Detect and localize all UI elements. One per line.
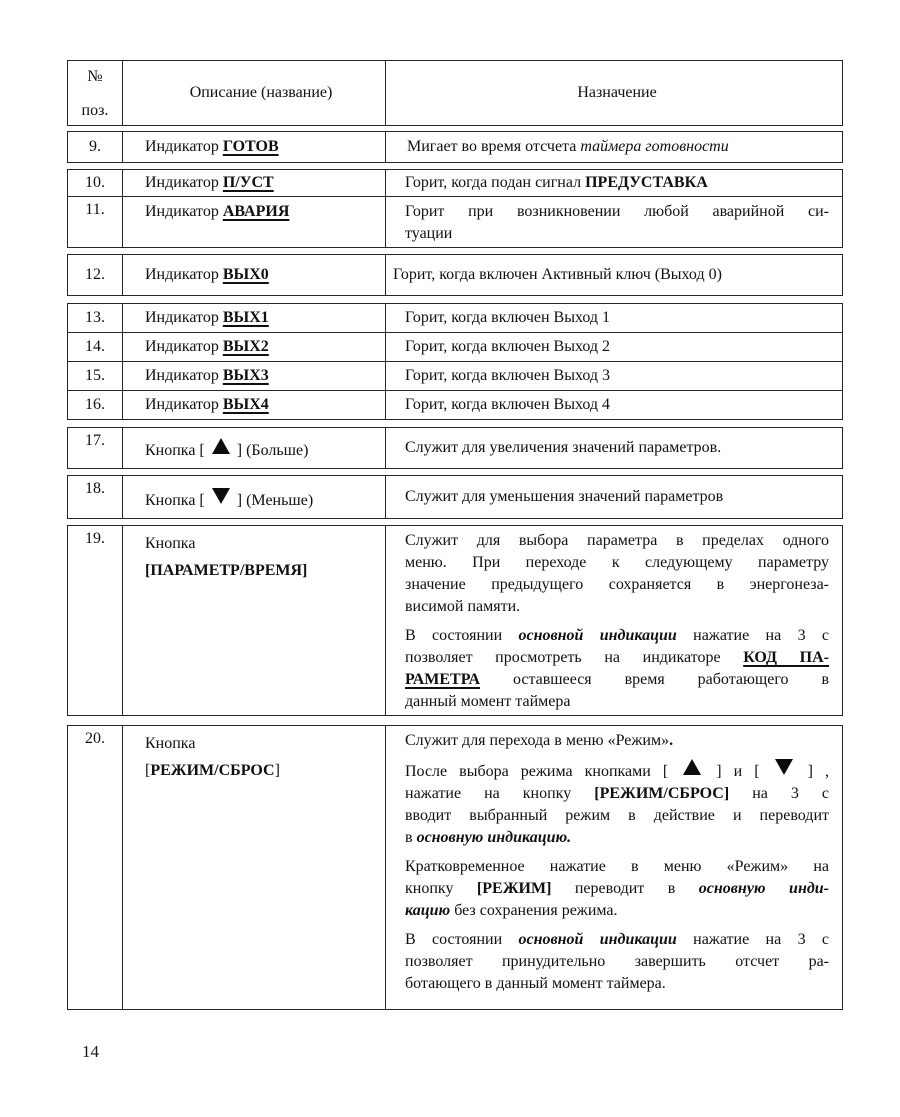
text-line [405,900,829,922]
table-row [68,361,842,390]
text-line [145,730,377,757]
row-12-number: 12. [68,255,123,295]
text-run: нажатие на кнопку [405,785,595,802]
paragraph [405,172,829,194]
text-line [405,625,829,647]
text-run: переводит в [551,880,699,897]
text-line [405,307,829,329]
table-group-row17 [67,427,843,469]
row-10-purpose [386,170,842,196]
text-line [405,437,829,459]
row-12-description [123,255,386,295]
text-run: [ [145,762,151,779]
row-15-number: 15. [68,362,123,390]
text-line [405,878,829,900]
tri-down-icon [775,759,793,775]
row-18-number: 18. [68,476,123,518]
table-group-row20 [67,725,843,1010]
tri-up-icon [683,759,701,775]
paragraph [405,730,829,752]
paragraph [405,486,829,508]
row-17-purpose [386,428,842,468]
text-run: ] , [795,763,830,780]
table-group-row19 [67,525,843,716]
paragraph [405,365,829,387]
row-20-purpose [386,726,842,1009]
header-num-line2: поз. [81,102,109,119]
paragraph [145,730,377,784]
header-cell-purpose [386,61,842,125]
paragraph [145,172,377,194]
text-line [393,264,837,286]
paragraph [145,394,377,416]
text-run: ГОТОВ [222,138,279,155]
text-run: Кнопка [145,735,196,752]
table-row [68,428,842,468]
text-run: ] [274,762,280,779]
text-run: туации [405,225,453,242]
paragraph [145,488,377,512]
table-row [68,332,842,361]
text-line [405,647,829,669]
table-row [68,170,842,196]
row-9-purpose [386,132,842,162]
paragraph [407,136,829,158]
text-run: таймера готовности [580,138,729,155]
row-16-number: 16. [68,391,123,419]
text-run: без сохранения режима. [450,902,618,919]
text-run: РАМЕТРА [405,671,481,688]
table-row [68,132,842,162]
device-controls-table [67,60,843,1010]
text-run: Служит для выбора параметра в пределах одного [405,532,829,549]
header-num-line1: № [87,68,103,85]
text-run: ВЫХ3 [222,367,269,384]
paragraph [145,336,377,358]
paragraph [145,264,377,286]
text-line [405,486,829,508]
text-line [405,336,829,358]
row-19-description [123,526,386,715]
text-line [405,951,829,973]
text-line [145,172,377,194]
text-run: ботающего в данный момент таймера. [405,975,666,992]
paragraph [145,201,377,223]
table-group-rows13-16 [67,303,843,420]
text-run: Индикатор [145,338,223,355]
text-run: АВАРИЯ [222,203,290,220]
text-line [405,783,829,805]
text-run: Индикатор [145,396,223,413]
row-13-number: 13. [68,304,123,332]
text-run: значение предыдущего сохраняется в энергонеза- [405,576,829,593]
text-line [145,307,377,329]
text-line [405,394,829,416]
text-run: Горит при возникновении любой аварийной си- [405,203,829,220]
row-15-description [123,362,386,390]
row-19-number: 19. [68,526,123,715]
text-line [405,223,829,245]
text-run: . [669,732,674,749]
row-13-purpose [386,304,842,332]
text-line [405,596,829,618]
text-run: В состоянии [405,627,519,644]
text-run: Горит, когда включен Выход 2 [405,338,611,355]
row-9-number: 9. [68,132,123,162]
text-run: основную инди- [698,880,830,897]
text-run: Кратковременное нажатие в меню «Режим» на [405,858,829,875]
tri-up-icon [212,438,230,454]
text-run: вводит выбранный режим в действие и переводит [405,807,829,824]
text-run: РЕЖИМ/СБРОС [150,762,275,779]
row-17-number: 17. [68,428,123,468]
text-run: ВЫХ4 [222,396,269,413]
paragraph [393,264,837,286]
text-run: ] (Меньше) [232,492,314,509]
row-15-purpose [386,362,842,390]
text-run: Индикатор [145,138,223,155]
table-row [68,196,842,247]
text-run: П/УСТ [222,174,274,191]
header-cell-number [68,61,123,125]
row-10-number: 10. [68,170,123,196]
text-run: позволяет просмотреть на индикаторе [405,649,744,666]
text-line [405,827,829,849]
text-line [407,136,829,158]
page-number: 14 [82,1042,99,1061]
text-run: После выбора режима кнопками [ [405,763,681,780]
table-header-group [67,60,843,126]
paragraph [145,530,377,584]
text-run: Служит для перехода в меню «Режим» [405,732,670,749]
table-group-row9 [67,131,843,163]
text-run: Служит для увеличения значений параметров. [405,439,722,456]
row-20-description [123,726,386,1009]
text-line [145,488,377,512]
text-line [145,757,377,784]
text-line [145,557,377,584]
text-run: Горит, когда подан сигнал [405,174,586,191]
paragraph [405,437,829,459]
text-line [405,759,829,783]
table-row [68,255,842,295]
text-line [405,201,829,223]
text-run: основной индикации [518,931,677,948]
row-17-description [123,428,386,468]
text-run: Индикатор [145,266,223,283]
text-run: Горит, когда включен Выход 3 [405,367,611,384]
text-line [145,438,377,462]
text-line [145,394,377,416]
text-line [145,530,377,557]
text-line [405,530,829,552]
text-run: нажатие на 3 с [676,931,830,948]
paragraph [405,530,829,618]
paragraph [405,625,829,713]
text-line [405,574,829,596]
table-group-row12 [67,254,843,296]
row-13-description [123,304,386,332]
text-line [145,264,377,286]
text-run: ВЫХ0 [222,266,269,283]
text-line [405,691,829,713]
row-10-description [123,170,386,196]
header-purpose-label: Назначение [577,84,657,101]
text-run: Индикатор [145,309,223,326]
text-run: висимой памяти. [405,598,521,615]
text-run: позволяет принудительно завершить отсчет ра- [405,953,829,970]
text-run: Индикатор [145,174,223,191]
text-run: основной индикации [518,627,677,644]
paragraph [145,365,377,387]
text-line [405,805,829,827]
text-run: данный момент таймера [405,693,571,710]
text-run: Кнопка [ [145,492,209,509]
table-row [68,726,842,1009]
paragraph [405,394,829,416]
text-run: Индикатор [145,203,223,220]
header-cell-description [123,61,386,125]
row-11-description [123,197,386,247]
row-11-purpose [386,197,842,247]
text-run: ВЫХ1 [222,309,269,326]
text-run: В состоянии [405,931,519,948]
paragraph [405,856,829,922]
row-9-description [123,132,386,162]
text-line [145,136,377,158]
header-row [68,61,842,125]
table-row [68,304,842,332]
table-row [68,526,842,715]
text-line [405,856,829,878]
tri-down-icon [212,488,230,504]
text-run: нажатие на 3 с [676,627,830,644]
text-run: в [405,829,417,846]
paragraph [145,307,377,329]
row-14-purpose [386,333,842,361]
paragraph [405,759,829,849]
text-line [405,669,829,691]
text-run: [РЕЖИМ/СБРОС] [594,785,730,802]
row-14-description [123,333,386,361]
text-run: ] и [ [704,763,772,780]
paragraph [405,336,829,358]
paragraph [405,929,829,995]
text-run: кнопку [405,880,477,897]
text-run: ] (Больше) [232,442,309,459]
text-run: Индикатор [145,367,223,384]
paragraph [405,201,829,245]
text-run: Служит для уменьшения значений параметров [405,488,724,505]
header-description-label: Описание (название) [189,84,333,101]
text-line [405,973,829,995]
text-run: Горит, когда включен Выход 4 [405,396,611,413]
text-line [405,172,829,194]
row-14-number: 14. [68,333,123,361]
table-row [68,390,842,419]
text-line [405,929,829,951]
text-run: КОД ПА- [743,649,830,666]
row-18-purpose [386,476,842,518]
text-run: [РЕЖИМ] [476,880,552,897]
text-run: меню. При переходе к следующему параметру [405,554,829,571]
row-16-purpose [386,391,842,419]
row-18-description [123,476,386,518]
text-run: основную индикацию. [416,829,572,846]
row-19-purpose [386,526,842,715]
table-group-rows10-11 [67,169,843,248]
row-12-purpose [386,255,842,295]
text-run: Кнопка [145,535,196,552]
row-16-description [123,391,386,419]
paragraph [145,438,377,462]
text-run: Мигает во время отсчета [407,138,581,155]
paragraph [145,136,377,158]
row-20-number: 20. [68,726,123,1009]
text-line [145,201,377,223]
text-line [405,552,829,574]
text-run: на 3 с [729,785,830,802]
text-line [145,336,377,358]
table-row [68,476,842,518]
row-11-number: 11. [68,197,123,247]
text-run: Горит, когда включен Активный ключ (Выход 0) [393,266,722,283]
text-run: Кнопка [ [145,442,209,459]
text-run: ВЫХ2 [222,338,269,355]
table-group-row18 [67,475,843,519]
text-run: оставшееся время работающего в [480,671,829,688]
text-line [405,365,829,387]
text-line [145,365,377,387]
text-run: [ПАРАМЕТР/ВРЕМЯ] [145,562,308,579]
text-line [405,730,829,752]
paragraph [405,307,829,329]
text-run: кацию [405,902,451,919]
text-run: Горит, когда включен Выход 1 [405,309,611,326]
text-run: ПРЕДУСТАВКА [585,174,708,191]
